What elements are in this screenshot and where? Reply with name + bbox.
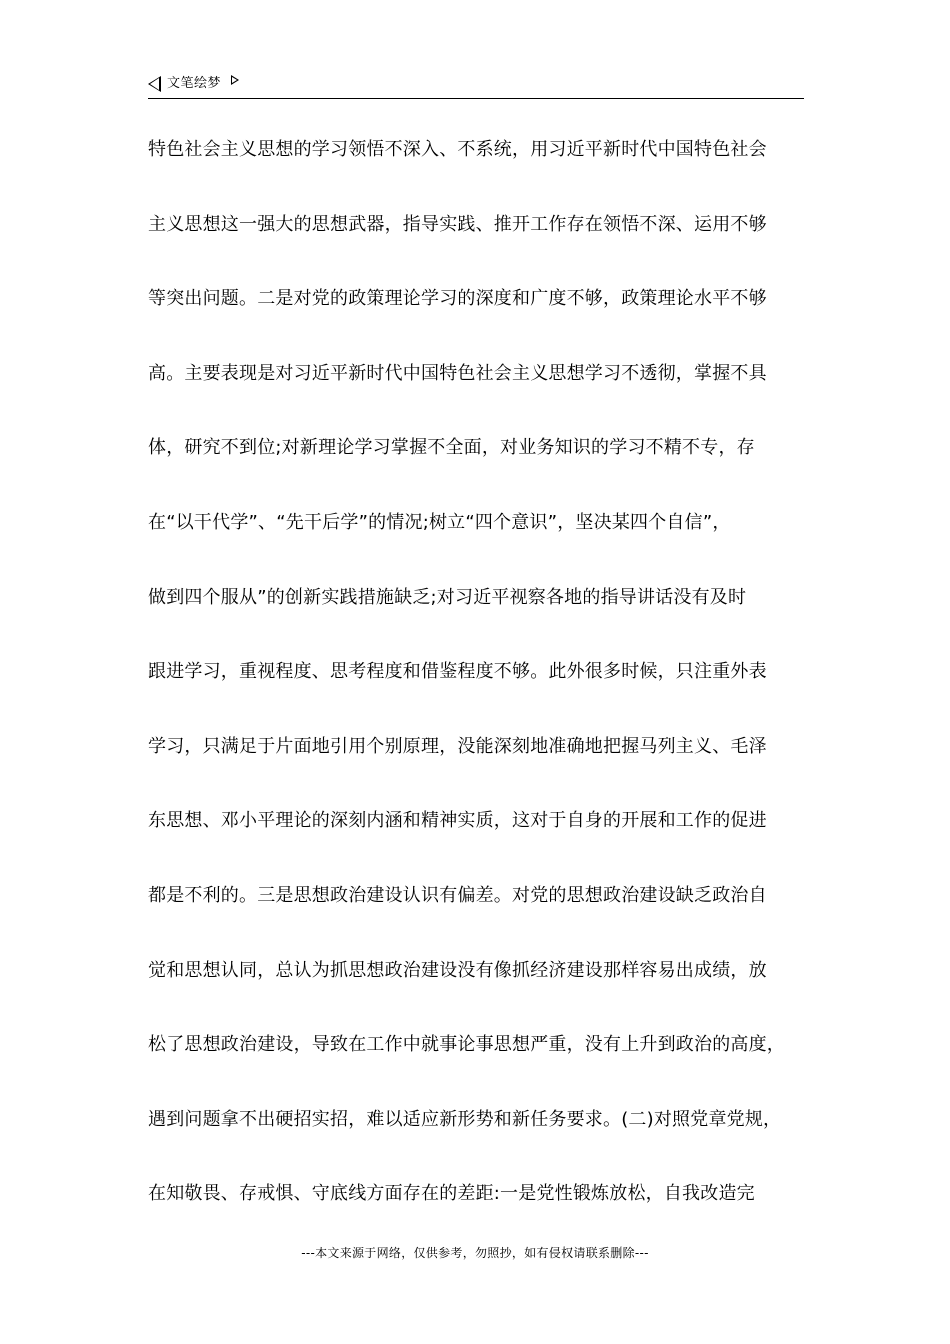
body-line: 在“以干代学”、“先干后学”的情况;树立“四个意识”，坚决某四个自信”， [148, 511, 731, 533]
body-line: 等突出问题。二是对党的政策理论学习的深度和广度不够，政策理论水平不够 [148, 288, 767, 310]
body-line: 体，研究不到位;对新理论学习掌握不全面，对业务知识的学习不精不专，存 [148, 437, 755, 459]
body-line: 特色社会主义思想的学习领悟不深入、不系统，用习近平新时代中国特色社会 [148, 139, 767, 160]
body-line: 遇到问题拿不出硬招实招，难以适应新形势和新任务要求。(二)对照党章党规， [148, 1108, 782, 1130]
body-line: 高。主要表现是对习近平新时代中国特色社会主义思想学习不透彻，掌握不具 [148, 362, 767, 384]
triangle-left-icon [148, 76, 161, 92]
body-line: 学习，只满足于片面地引用个别原理，没能深刻地准确地把握马列主义、毛泽 [148, 735, 767, 757]
page-header [148, 74, 804, 99]
body-line: 东思想、邓小平理论的深刻内涵和精神实质，这对于自身的开展和工作的促进 [148, 810, 767, 832]
header-brand: 文笔绘梦 [167, 76, 222, 91]
body-line: 松了思想政治建设，导致在工作中就事论事思想严重，没有上升到政治的高度， [148, 1034, 785, 1056]
footer-notice: ---本文来源于网络，仅供参考，勿照抄，如有侵权请联系删除--- [301, 1246, 649, 1260]
triangle-right-icon [231, 75, 239, 85]
body-line: 在知敬畏、存戒惧、守底线方面存在的差距:一是党性锻炼放松，自我改造完 [148, 1183, 755, 1205]
body-line: 主义思想这一强大的思想武器，指导实践、推开工作存在领悟不深、运用不够 [148, 213, 767, 235]
body-line: 觉和思想认同，总认为抓思想政治建设没有像抓经济建设那样容易出成绩，放 [148, 959, 767, 981]
header-brand-group [148, 74, 239, 94]
document-body [148, 135, 828, 1254]
body-line: 做到四个服从”的创新实践措施缺乏;对习近平视察各地的指导讲话没有及时 [148, 586, 747, 608]
body-line: 都是不利的。三是思想政治建设认识有偏差。对党的思想政治建设缺乏政治自 [148, 884, 767, 906]
body-line: 跟进学习，重视程度、思考程度和借鉴程度不够。此外很多时候，只注重外表 [148, 661, 767, 683]
